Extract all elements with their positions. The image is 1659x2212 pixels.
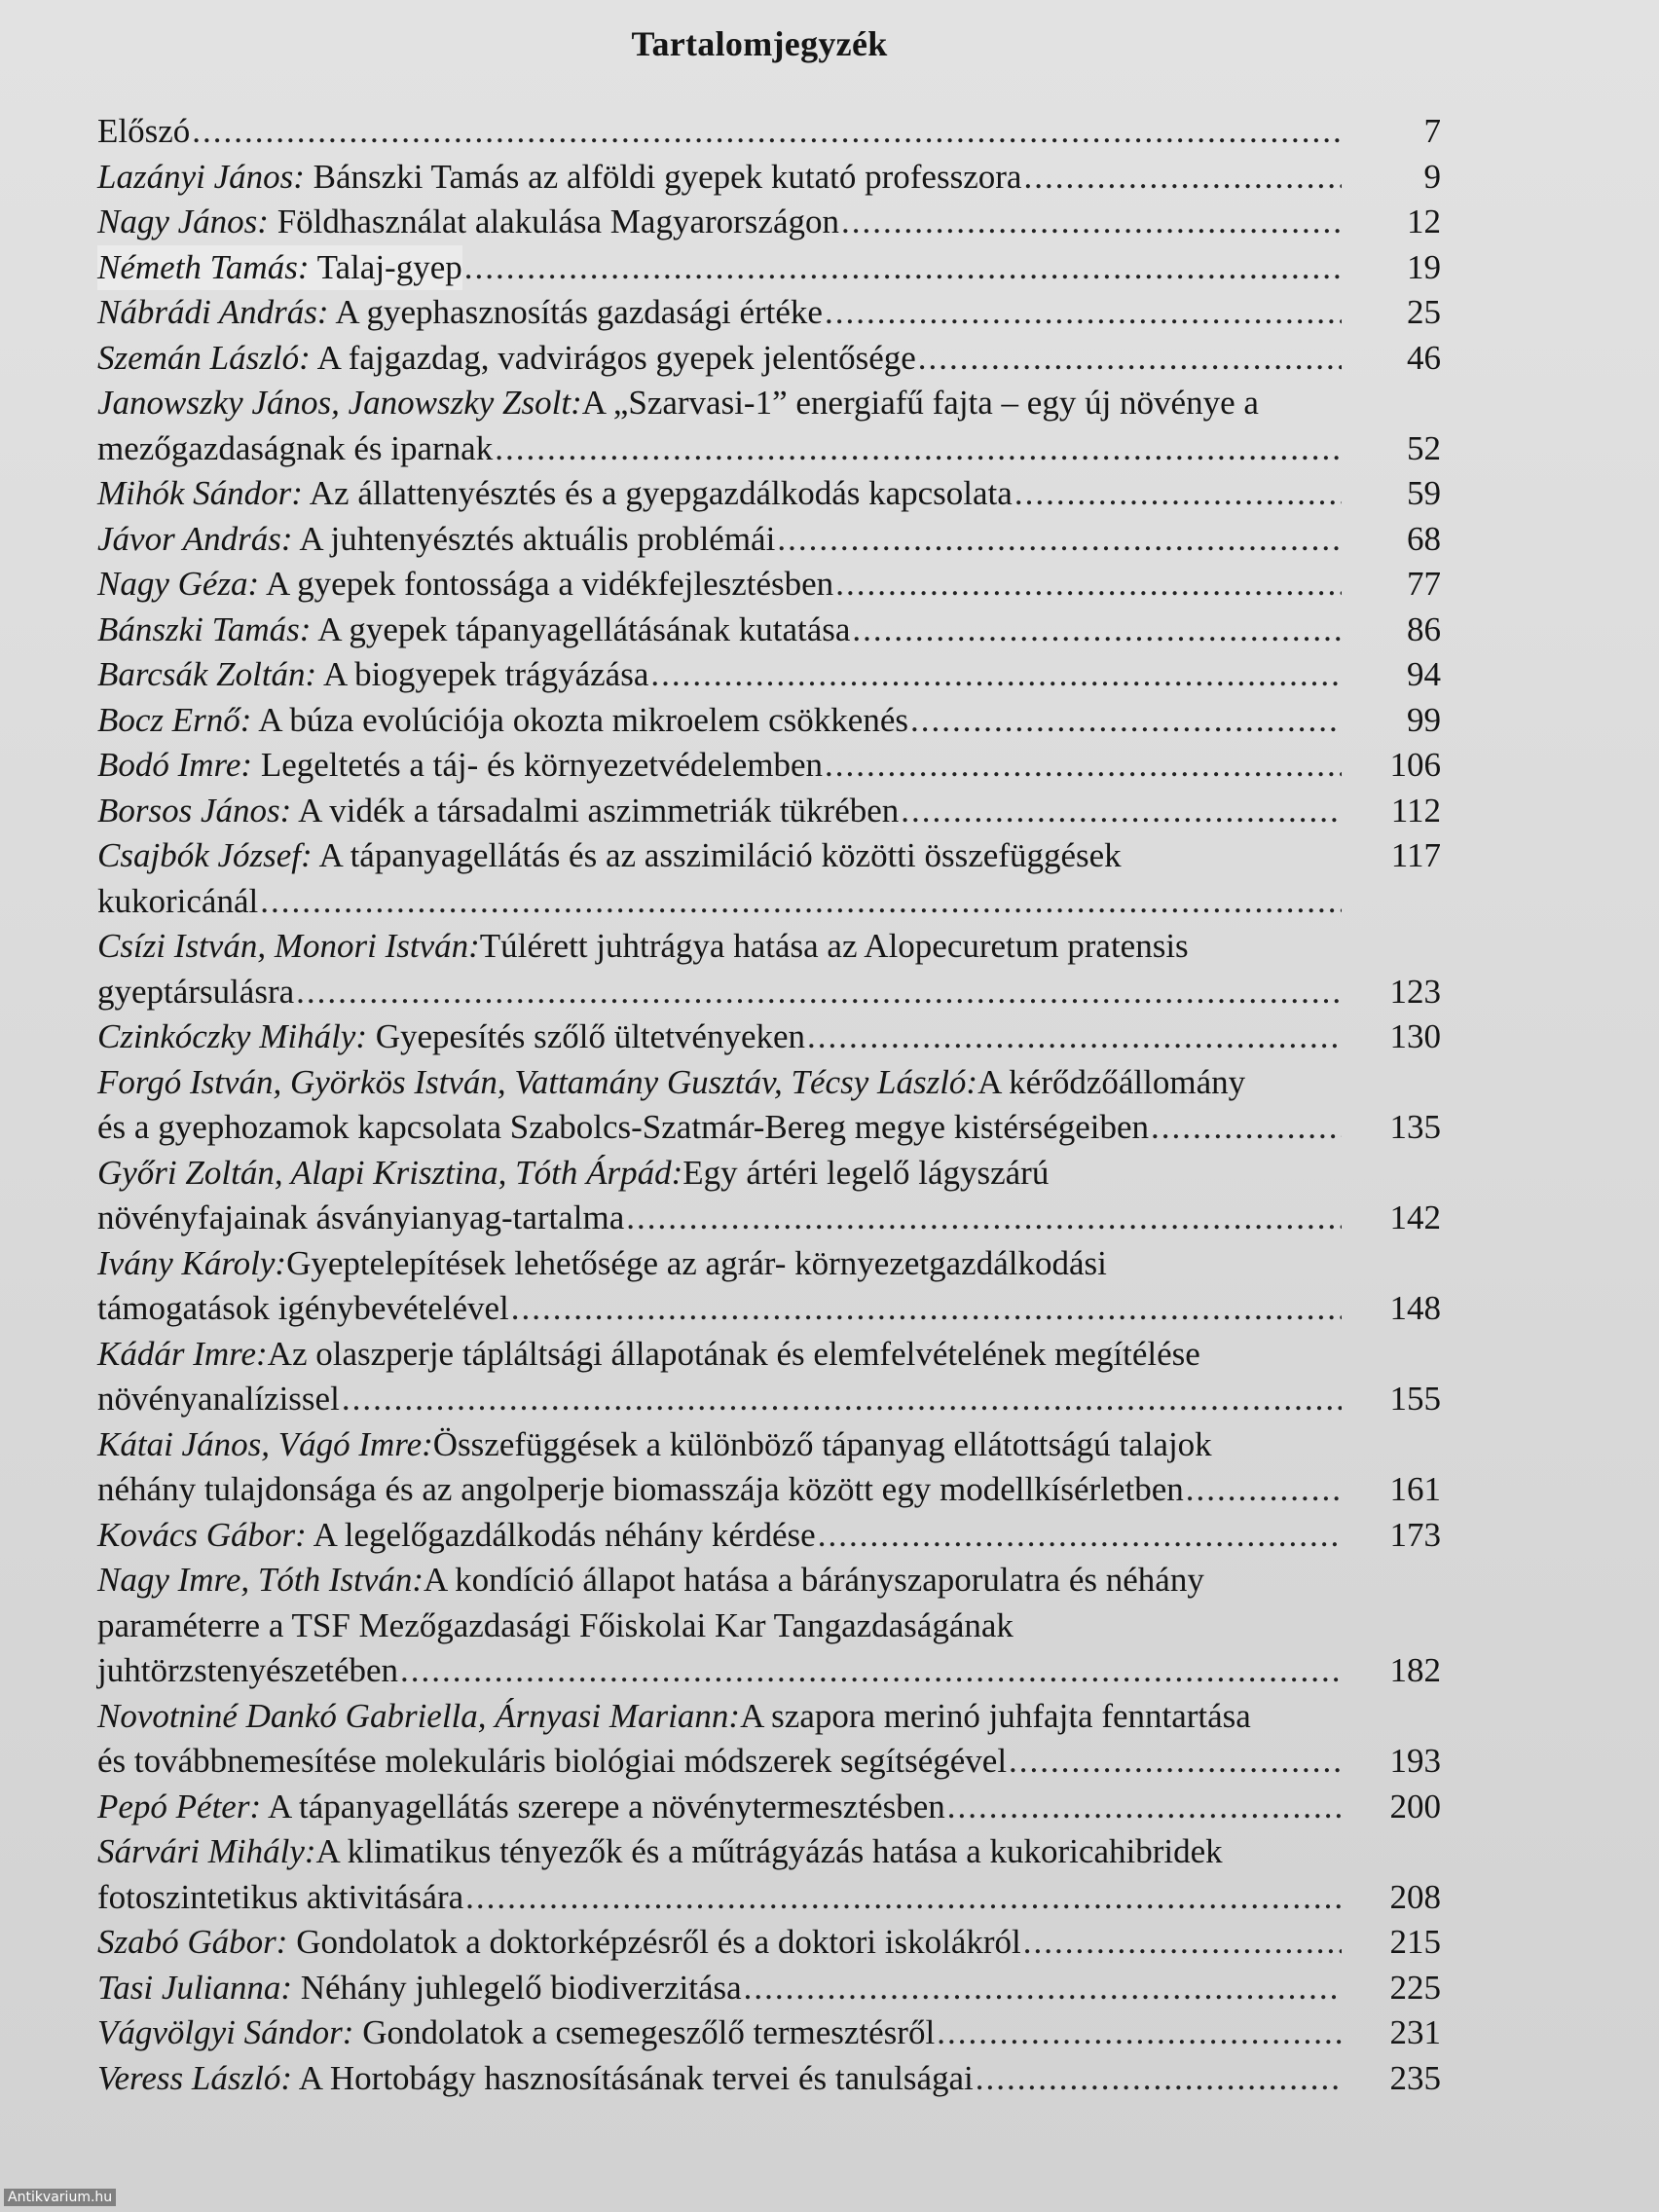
toc-entry — [97, 1151, 1441, 1241]
toc-entry-last-line — [97, 290, 1441, 336]
toc-entry — [97, 1422, 1441, 1513]
toc-title-part: néhány tulajdonsága és az angolperje biomasszája között egy modellkísérletben — [97, 1470, 1184, 1508]
toc-page-number: 52 — [1407, 428, 1441, 467]
dot-leader — [937, 2010, 1342, 2056]
toc-title-part: Néhány juhlegelő biodiverzitása — [292, 1968, 742, 2007]
toc-title-part: A fajgazdag, vadvirágos gyepek jelentősége — [310, 338, 916, 377]
toc-entry-line — [97, 1558, 1441, 1604]
toc-page-number: 182 — [1389, 1651, 1441, 1689]
toc-author: Nagy Imre, Tóth István: — [97, 1561, 424, 1599]
toc-title-part: és a gyephozamok kapcsolata Szabolcs-Szatmár-Bereg megye kistérségeiben — [97, 1108, 1149, 1146]
toc-entry-last-line — [97, 608, 1441, 653]
watermark: Antikvarium.hu — [4, 2189, 116, 2206]
toc-entry-last-line — [97, 517, 1441, 563]
dot-leader — [825, 290, 1342, 336]
toc-author: Bodó Imre: — [97, 746, 253, 784]
toc-title-part: A kondíció állapot hatása a bárányszaporulatra és néhány — [424, 1561, 1204, 1599]
toc-entry-last-line — [97, 879, 1441, 925]
toc-page-number: 123 — [1389, 972, 1441, 1011]
toc-entry-last-line — [97, 970, 1441, 1015]
toc-title-part: A búza evolúciója okozta mikroelem csökkenés — [251, 700, 908, 739]
toc-entry — [97, 336, 1441, 382]
toc-author: Mihók Sándor: — [97, 474, 303, 512]
dot-leader — [910, 698, 1342, 744]
toc-author: Vágvölgyi Sándor: — [97, 2013, 354, 2051]
toc-author: Borsos János: — [97, 791, 292, 830]
toc-author: Szemán László: — [97, 338, 311, 377]
toc-page-number: 9 — [1423, 157, 1441, 196]
toc-entry-last-line — [97, 1286, 1441, 1332]
toc-author: Kádár Imre: — [97, 1334, 268, 1373]
toc-title-part: Talaj-gyep — [309, 247, 462, 286]
dot-leader — [465, 1875, 1342, 1921]
toc-title-part: Gyeptelepítések lehetősége az agrár- környezetgazdálkodási — [286, 1243, 1107, 1282]
toc-page-number: 59 — [1407, 474, 1441, 512]
toc-entry — [97, 1558, 1441, 1694]
toc-title-part: Legeltetés a táj- és környezetvédelemben — [252, 746, 824, 784]
toc-title-part: Gondolatok a doktorképzésről és a doktori iskolákról — [287, 1923, 1021, 1961]
toc-page-number: 130 — [1389, 1017, 1441, 1055]
toc-entry-line — [97, 924, 1441, 970]
toc-title-part: mezőgazdaságnak és iparnak — [97, 428, 494, 467]
toc-entry-last-line — [97, 1875, 1441, 1921]
toc-author: Janowszky János, Janowszky Zsolt: — [97, 384, 582, 422]
toc-entry — [97, 109, 1441, 155]
toc-title-part: A gyepek tápanyagellátásának kutatása — [311, 609, 851, 648]
dot-leader — [511, 1286, 1342, 1332]
toc-entry — [97, 290, 1441, 336]
toc-entry-last-line — [97, 698, 1441, 744]
toc-title-part: A legelőgazdálkodás néhány kérdése — [306, 1515, 816, 1554]
toc-title-part: Az olaszperje tápláltsági állapotának és elemfelvételének megítélése — [267, 1334, 1200, 1373]
toc-page-number: 225 — [1389, 1968, 1441, 2007]
toc-author: Jávor András: — [97, 519, 293, 558]
toc-entry-last-line — [97, 200, 1441, 245]
toc-entry-last-line — [97, 1966, 1441, 2011]
toc-page-number: 19 — [1407, 247, 1441, 286]
toc-author: Győri Zoltán, Alapi Krisztina, Tóth Árpád: — [97, 1153, 683, 1192]
toc-title-part: támogatások igénybevételével — [97, 1289, 509, 1327]
dot-leader — [296, 970, 1342, 1015]
dot-leader — [947, 1785, 1342, 1830]
dot-leader — [1023, 155, 1342, 201]
toc-author: Nábrádi András: — [97, 293, 329, 331]
toc-title-part: Földhasználat alakulása Magyarországon — [268, 203, 839, 240]
dot-leader — [626, 1196, 1342, 1241]
toc-page-number: 155 — [1389, 1380, 1441, 1418]
toc-entry-line — [97, 1829, 1441, 1875]
toc-entry — [97, 517, 1441, 563]
dot-leader — [1186, 1467, 1342, 1513]
toc-entry — [97, 471, 1441, 517]
toc-title-part: A tápanyagellátás szerepe a növénytermesztésben — [261, 1787, 945, 1825]
toc-entry — [97, 1014, 1441, 1060]
toc-entry-line — [97, 833, 1441, 879]
toc-title-part: fotoszintetikus aktivitására — [97, 1877, 464, 1916]
toc-title-part: Az állattenyésztés és a gyepgazdálkodás kapcsolata — [302, 474, 1013, 512]
toc-title-part: Gondolatok a csemegeszőlő termesztésről — [353, 2013, 936, 2051]
toc-author: Lazányi János: — [97, 157, 305, 196]
toc-entry-last-line — [97, 245, 1441, 291]
toc-page-number: 77 — [1407, 565, 1441, 603]
toc-entry-last-line — [97, 471, 1441, 517]
toc-page-number: 215 — [1389, 1923, 1441, 1961]
toc-entry — [97, 1785, 1441, 1830]
toc-title-part: A „Szarvasi-1” energiafű fajta – egy új növénye a — [581, 384, 1259, 422]
toc-title-part: A gyepek fontossága a vidékfejlesztésben — [259, 565, 834, 603]
toc-author: Kátai János, Vágó Imre: — [97, 1424, 433, 1463]
toc-entry-last-line — [97, 2056, 1441, 2102]
toc-title-part: A juhtenyésztés aktuális problémái — [292, 519, 776, 558]
dot-leader — [835, 562, 1342, 608]
toc-page-number: 208 — [1389, 1877, 1441, 1916]
dot-leader — [1151, 1105, 1342, 1151]
toc-entry — [97, 155, 1441, 201]
toc-entry — [97, 1694, 1441, 1785]
toc-entry — [97, 1829, 1441, 1920]
toc-entry-last-line — [97, 789, 1441, 834]
toc-page-number: 94 — [1407, 655, 1441, 693]
toc-entry-last-line — [97, 2010, 1441, 2056]
toc-entry-line — [97, 1604, 1441, 1649]
toc-title-part: A kérődzőállomány — [977, 1062, 1246, 1101]
dot-leader — [260, 879, 1342, 925]
dot-leader — [400, 1648, 1342, 1694]
toc-title-part: növényanalízissel — [97, 1380, 340, 1418]
toc-entry-last-line — [97, 1648, 1441, 1694]
toc-entry — [97, 1060, 1441, 1151]
dot-leader — [901, 789, 1342, 834]
toc-title-part: Egy ártéri legelő lágyszárú — [682, 1153, 1050, 1192]
dot-leader — [918, 336, 1342, 382]
toc-entry-last-line — [97, 562, 1441, 608]
toc-entry — [97, 833, 1441, 924]
toc-page-number: 148 — [1389, 1289, 1441, 1327]
toc-entry-last-line — [97, 1785, 1441, 1830]
toc-author: Csízi István, Monori István: — [97, 927, 480, 965]
toc-author: Ivány Károly: — [97, 1243, 287, 1282]
toc-page-number: 235 — [1389, 2058, 1441, 2097]
toc-title-part: A tápanyagellátás és az asszimiláció közötti összefüggések — [312, 836, 1122, 874]
toc-entry — [97, 2010, 1441, 2056]
toc-title-part: Gyepesítés szőlő ültetvényeken — [367, 1017, 806, 1055]
toc-author: Novotniné Dankó Gabriella, Árnyasi Mariann: — [97, 1696, 741, 1735]
dot-leader — [807, 1014, 1342, 1060]
toc-entry — [97, 743, 1441, 789]
toc-title-part: Bánszki Tamás az alföldi gyepek kutató professzora — [304, 157, 1022, 196]
toc-title-part: növényfajainak ásványianyag-tartalma — [97, 1198, 625, 1236]
toc-page-number: 7 — [1423, 112, 1441, 150]
page-title: Tartalomjegyzék — [631, 24, 888, 63]
dot-leader — [650, 652, 1342, 698]
toc-page-number: 173 — [1389, 1515, 1441, 1554]
toc-entry-last-line — [97, 1105, 1441, 1151]
toc-entry — [97, 381, 1441, 471]
dot-leader — [777, 517, 1342, 563]
toc-page-number: 117 — [1390, 836, 1441, 874]
toc-page-number: 12 — [1407, 203, 1441, 240]
toc-title-part: Túlérett juhtrágya hatása az Alopecuretum pratensis — [479, 927, 1189, 965]
toc-entry-last-line — [97, 426, 1441, 472]
dot-leader — [464, 245, 1342, 291]
toc-entry-line — [97, 1241, 1441, 1287]
toc-author: Pepó Péter: — [97, 1787, 262, 1825]
toc-entry — [97, 1513, 1441, 1559]
table-of-contents — [97, 109, 1441, 2101]
toc-author: Sárvári Mihály: — [97, 1832, 316, 1870]
toc-entry — [97, 789, 1441, 834]
dot-leader — [1023, 1920, 1342, 1966]
toc-page-number: 106 — [1389, 746, 1441, 784]
dot-leader — [852, 608, 1342, 653]
toc-title-part: Összefüggések a különböző tápanyag ellátottságú talajok — [432, 1424, 1212, 1463]
toc-page-number: 161 — [1389, 1470, 1441, 1508]
toc-title-part: A vidék a társadalmi aszimmetriák tükrében — [291, 791, 900, 830]
toc-author: Nagy János: — [97, 203, 269, 240]
toc-page-number: 86 — [1407, 609, 1441, 648]
toc-page-number: 99 — [1407, 700, 1441, 739]
toc-author: Barcsák Zoltán: — [97, 655, 317, 693]
toc-entry — [97, 1966, 1441, 2011]
toc-entry-last-line — [97, 1377, 1441, 1422]
toc-page-number: 46 — [1407, 338, 1441, 377]
dot-leader — [1009, 1739, 1342, 1785]
dot-leader — [495, 426, 1342, 472]
dot-leader — [825, 743, 1342, 789]
toc-entry — [97, 2056, 1441, 2102]
dot-leader — [841, 200, 1342, 245]
toc-title-part: juhtörzstenyészetében — [97, 1651, 399, 1689]
toc-entry — [97, 698, 1441, 744]
dot-leader — [1014, 471, 1342, 517]
toc-entry — [97, 652, 1441, 698]
toc-entry-line — [97, 1060, 1441, 1106]
toc-entry-last-line — [97, 1014, 1441, 1060]
toc-entry — [97, 1332, 1441, 1422]
toc-page-number: 142 — [1389, 1198, 1441, 1236]
toc-entry-last-line — [97, 109, 1441, 155]
toc-entry-last-line — [97, 336, 1441, 382]
toc-entry-last-line — [97, 652, 1441, 698]
toc-title-part: A gyephasznosítás gazdasági értéke — [328, 293, 823, 331]
toc-author: Nagy Géza: — [97, 565, 260, 603]
toc-author: Szabó Gábor: — [97, 1923, 288, 1961]
toc-author: Bocz Ernő: — [97, 700, 252, 739]
toc-author: Veress László: — [97, 2058, 292, 2097]
dot-leader — [744, 1966, 1342, 2011]
toc-entry-line — [97, 1422, 1441, 1468]
toc-entry — [97, 1920, 1441, 1966]
toc-entry-line — [97, 1694, 1441, 1740]
toc-author: Bánszki Tamás: — [97, 609, 312, 648]
toc-title-part: A klimatikus tényezők és a műtrágyázás hatása a kukoricahibridek — [315, 1832, 1223, 1870]
toc-entry-line — [97, 381, 1441, 426]
toc-entry-line — [97, 1151, 1441, 1197]
toc-entry — [97, 200, 1441, 245]
toc-entry-last-line — [97, 1467, 1441, 1513]
toc-title-part: kukoricánál — [97, 881, 259, 920]
dot-leader — [342, 1377, 1342, 1422]
toc-page-number: 200 — [1389, 1787, 1441, 1825]
dot-leader — [976, 2056, 1342, 2102]
toc-author: Forgó István, Györkös István, Vattamány Gusztáv, Técsy László: — [97, 1062, 978, 1101]
toc-title-part: és továbbnemesítése molekuláris biológiai módszerek segítségével — [97, 1742, 1008, 1780]
toc-author: Kovács Gábor: — [97, 1515, 307, 1554]
toc-entry-last-line — [97, 1196, 1441, 1241]
toc-entry-last-line — [97, 155, 1441, 201]
toc-entry-last-line — [97, 1920, 1441, 1966]
toc-page-number: 231 — [1389, 2013, 1441, 2051]
toc-entry — [97, 608, 1441, 653]
toc-title-part: A Hortobágy hasznosításának tervei és tanulságai — [291, 2058, 974, 2097]
toc-entry — [97, 1241, 1441, 1332]
toc-entry-last-line — [97, 1513, 1441, 1559]
toc-entry-last-line — [97, 743, 1441, 789]
toc-entry — [97, 245, 1441, 291]
toc-page-number: 112 — [1390, 791, 1441, 830]
toc-author: Tasi Julianna: — [97, 1968, 292, 2007]
toc-entry-line — [97, 1332, 1441, 1378]
toc-author: Csajbók József: — [97, 836, 313, 874]
toc-title-part: gyeptársulásra — [97, 972, 295, 1011]
toc-title-part: A biogyepek trágyázása — [316, 655, 649, 693]
toc-page-number: 68 — [1407, 519, 1441, 558]
toc-page-number: 25 — [1407, 293, 1441, 331]
toc-page-number: 193 — [1389, 1742, 1441, 1780]
toc-title-part: Előszó — [97, 112, 191, 150]
toc-title-part: A szapora merinó juhfajta fenntartása — [740, 1696, 1251, 1735]
dot-leader — [818, 1513, 1342, 1559]
toc-author: Németh Tamás: — [97, 247, 310, 286]
toc-entry-last-line — [97, 1739, 1441, 1785]
dot-leader — [192, 109, 1342, 155]
toc-title-part: paraméterre a TSF Mezőgazdasági Főiskolai Kar Tangazdaságának — [97, 1605, 1014, 1644]
toc-author: Czinkóczky Mihály: — [97, 1017, 367, 1055]
toc-entry — [97, 924, 1441, 1014]
toc-page-number: 135 — [1389, 1108, 1441, 1146]
toc-entry — [97, 562, 1441, 608]
